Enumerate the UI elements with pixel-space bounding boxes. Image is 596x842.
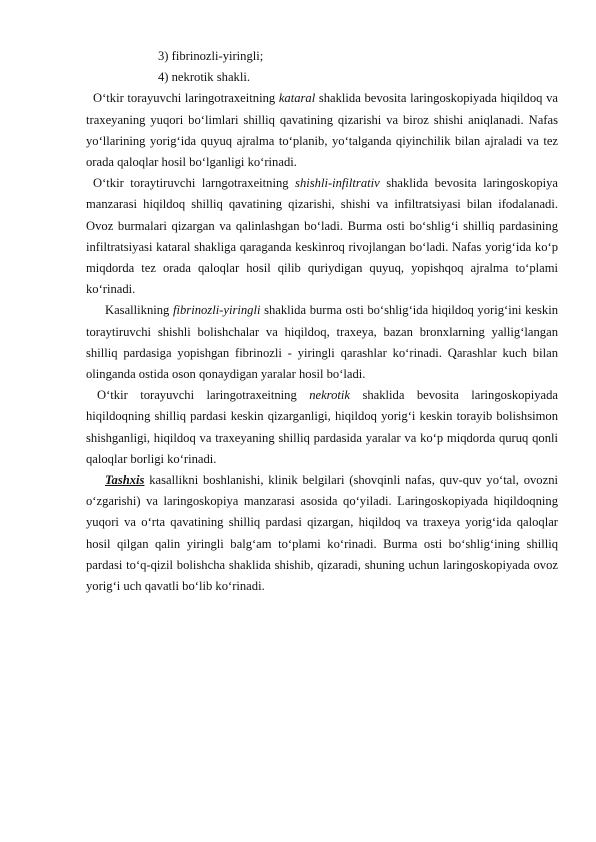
list-item-necrotic: 4) nekrotik shakli. bbox=[158, 70, 250, 85]
paragraph-text: shaklida burma osti bo‘shlig‘ida hiqildoq yorig‘ini keskin toraytiruvchi shishli bolishchalar va hiqildoq, traxeya, bazan bronxlarning yallig‘langan shilliq pardasiga yopishgan fibrinozli - yiringli qarashlar ko‘rinadi. Qarashlar kuch bilan olinganda ostida oson qonaydigan yaralar hosil bo‘ladi. bbox=[86, 303, 559, 382]
paragraph-text: shaklida bevosita laringoskopiya manzarasi hiqildoq shilliq qavatining qizarishi, shishi va infiltratsiyasi bilan ifodalanadi. Ovoz burmalari qizargan va qalinlashgan bo‘ladi. Burma osti bo‘shlig‘i shilliq pardasining infiltratsiyasi kataral shakliga qaraganda keskinroq rivojlangan bo‘ladi. Nafas yorig‘ida ko‘p miqdorda tez orada qaloqlar hosil qilib quriydigan quyuq, yopishqoq ajralma to‘plami ko‘rinadi. bbox=[86, 176, 558, 297]
paragraph-text: shaklida bevosita laringoskopiyada hiqildoqning shilliq pardasi keskin qizarganligi, hiqildoq yorig‘i keskin torayib bolishsimon shishganligi, hiqildoq va traxeyaning shilliq pardasida yaralar va ko‘p miqdorda quruq qonli qaloqlar borligi ko‘rinadi. bbox=[86, 388, 559, 466]
paragraph-text: shaklida bevosita laringoskopiyada hiqildoq va traxeyaning yuqori bo‘limlari shilliq qavatining qizarishi va biroz shishi aniqlanadi. Nafas yo‘llarining yorig‘ida quyuq ajralma to‘planib, yo‘talganda qiyinchilik bilan ajraladi va tez orada qaloqlar hosil bo‘lganligi ko‘rinadi. bbox=[86, 91, 558, 170]
paragraph-necrotic-form bbox=[86, 385, 558, 470]
list-item-fibrinous: 3) fibrinozli-yiringli; bbox=[158, 49, 264, 63]
emphasis-term: shishli-infiltrativ bbox=[295, 176, 380, 191]
emphasis-term: fibrinozli-yiringli bbox=[173, 303, 261, 318]
paragraph-fibrinous-form bbox=[86, 300, 558, 385]
paragraph-catarrhal-form bbox=[86, 88, 558, 173]
emphasis-term: kataral bbox=[278, 91, 316, 106]
document-page bbox=[86, 46, 558, 597]
emphasis-term: nekrotik bbox=[309, 388, 350, 403]
diagnosis-heading: Tashxis bbox=[105, 473, 145, 488]
paragraph-text: O‘tkir torayuvchi laringotraxeitning bbox=[97, 388, 310, 403]
paragraph-edematous-form bbox=[86, 173, 558, 300]
paragraph-text: O‘tkir torayuvchi laringotraxeitning bbox=[93, 91, 279, 106]
paragraph-text: O‘tkir toraytiruvchi larngotraxeitning bbox=[93, 176, 296, 191]
paragraph-text: kasallikni boshlanishi, klinik belgilari (shovqinli nafas, quv-quv yo‘tal, ovozni o‘zgarishi) va laringoskopiya manzarasi asosida qo‘yiladi. Laringoskopiyada hiqildoqning yuqori va o‘rta qavatining shilliq pardasi qizargan, hiqildoq va traxeya yorig‘ida qaloqlar hosil qilgan qalin yiringli balg‘am to‘plami ko‘rinadi. Burma osti bo‘shlig‘ining shilliq pardasi to‘q-qizil bolishcha shaklida shishib, qizaradi, shuning uchun laringoskopiyada ovoz yorig‘i uch qavatli bo‘lib ko‘rinadi. bbox=[86, 473, 558, 594]
paragraph-text: Kasallikning bbox=[105, 303, 173, 318]
paragraph-diagnosis bbox=[86, 470, 558, 597]
